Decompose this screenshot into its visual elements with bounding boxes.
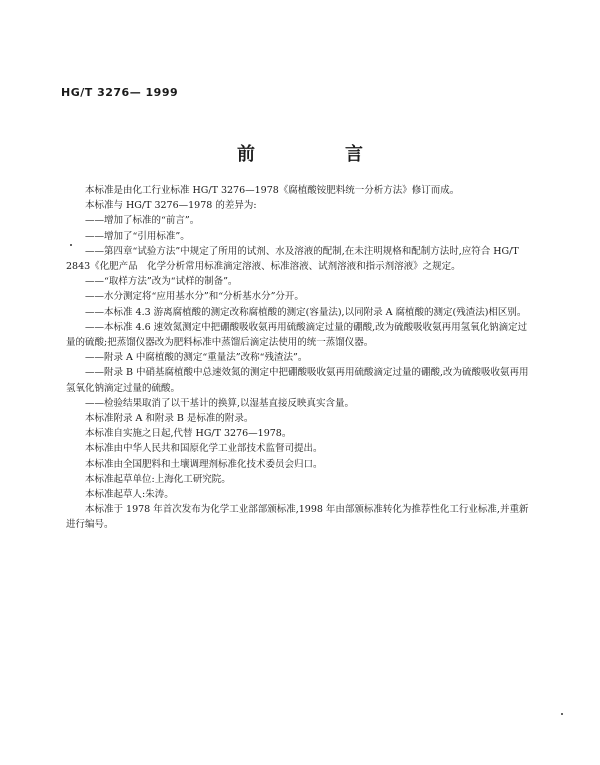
paragraph-replaces: 本标准自实施之日起,代替 HG/T 3276—1978。 bbox=[85, 428, 292, 440]
list-item: ——附录 B 中硝基腐植酸中总速效氮的测定中把硼酸吸收氨再用硫酸滴定过量的硼酸,改为硫酸吸收氨再用氢氧化钠滴定过量的硫酸。 bbox=[66, 367, 529, 394]
list-item: ——检验结果取消了以干基计的换算,以湿基直接反映真实含量。 bbox=[85, 397, 355, 409]
list-item: ——增加了标准的“前言”。 bbox=[85, 215, 200, 227]
paragraph-drafting-unit: 本标准起草单位:上海化工研究院。 bbox=[85, 473, 231, 485]
list-item: ——增加了“引用标准”。 bbox=[85, 230, 190, 242]
list-item: ——第四章“试验方法”中规定了所用的试剂、水及溶液的配制,在未注明规格和配制方法时,应符合 HG/T 2843《化肥产品 化学分析常用标准滴定溶液、标准溶液、试剂溶液和指示剂溶液》之规定。 bbox=[66, 245, 519, 273]
paragraph-history: 本标准于 1978 年首次发布为化学工业部部颁标准,1998 年由部颁标准转化为推荐性化工行业标准,并重新进行编号。 bbox=[66, 504, 529, 531]
scan-speck bbox=[561, 713, 563, 715]
paragraph-appendix: 本标准附录 A 和附录 B 是标准的附录。 bbox=[85, 413, 254, 425]
list-item: ——水分测定将“应用基水分”和“分析基水分”分开。 bbox=[85, 291, 304, 303]
list-item: ——本标准 4.3 游离腐植酸的测定改称腐植酸的测定(容量法),以同附录 A 腐植酸的测定(残渣法)相区别。 bbox=[85, 306, 527, 318]
paragraph-proposed-by: 本标准由中华人民共和国原化学工业部技术监督司提出。 bbox=[85, 443, 323, 455]
scan-speck bbox=[70, 244, 72, 246]
list-item: ——本标准 4.6 速效氮测定中把硼酸吸收氨再用硫酸滴定过量的硼酸,改为硫酸吸收氨再用氢氧化钠滴定过量的硫酸;把蒸馏仪器改为肥料标准中蒸馏后滴定法使用的统一蒸馏仪器。 bbox=[66, 321, 528, 349]
list-item: ——“取样方法”改为“试样的制备”。 bbox=[85, 276, 238, 288]
foreword-body bbox=[66, 183, 536, 533]
paragraph-centralized-by: 本标准由全国肥料和土壤调理剂标准化技术委员会归口。 bbox=[85, 458, 323, 470]
paragraph-origin: 本标准是由化工行业标准 HG/T 3276—1978《腐植酸铵肥料统一分析方法》修订而成。 bbox=[85, 185, 460, 196]
page-title: 前 言 bbox=[237, 144, 399, 165]
paragraph-drafter: 本标准起草人:朱涛。 bbox=[85, 489, 174, 501]
paragraph-differences-intro: 本标准与 HG/T 3276—1978 的差异为: bbox=[85, 200, 257, 212]
list-item: ——附录 A 中腐植酸的测定“重量法”改称“残渣法”。 bbox=[85, 352, 308, 364]
document-code: HG/T 3276— 1999 bbox=[61, 86, 179, 99]
